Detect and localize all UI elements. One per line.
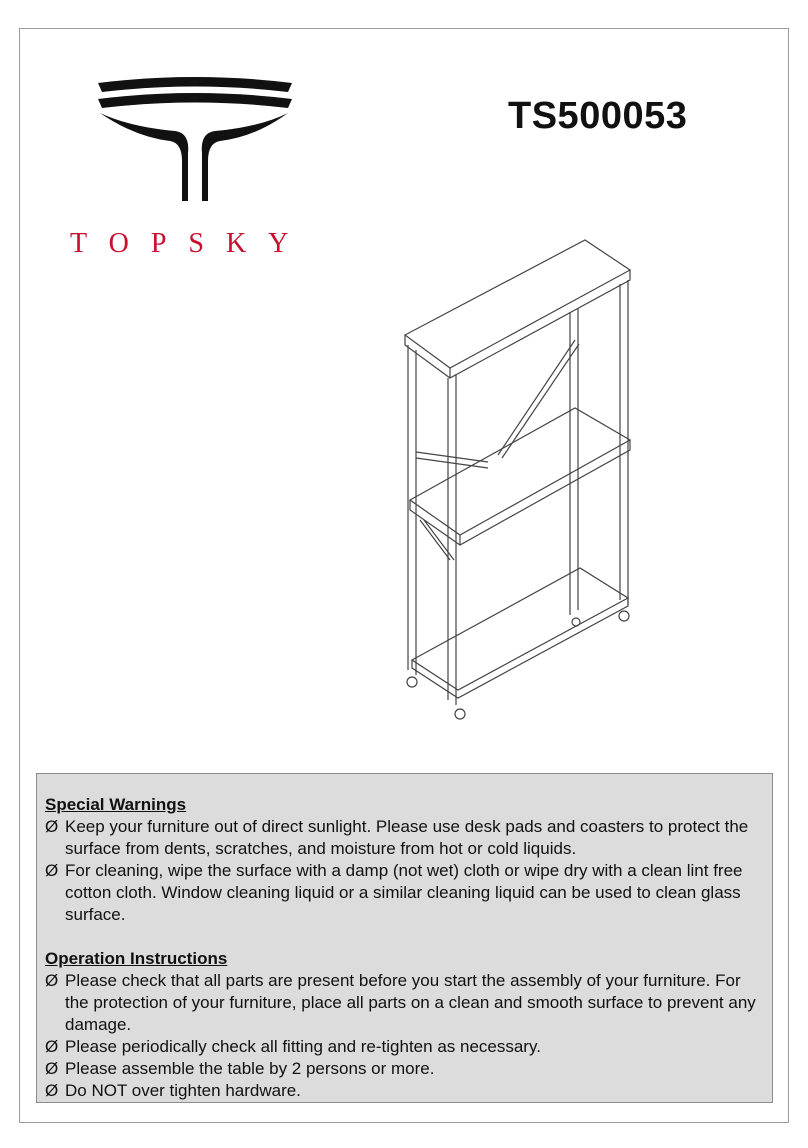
list-item (45, 816, 762, 860)
warning-text: Keep your furniture out of direct sunlight. Please use desk pads and coasters to protect the surface from dents, scratches, and moisture from hot or cold liquids. (65, 817, 749, 858)
list-item (45, 1036, 762, 1058)
instruction-text: Do NOT over tighten hardware. (65, 1081, 301, 1100)
bullet-icon: Ø (45, 1059, 59, 1078)
list-item (45, 1080, 762, 1102)
list-item (45, 970, 762, 1036)
special-warnings-heading: Special Warnings (45, 795, 187, 814)
special-warnings-section (45, 794, 762, 926)
list-item (45, 860, 762, 926)
operation-instructions-section (45, 948, 762, 1102)
operation-instructions-heading: Operation Instructions (45, 949, 228, 968)
instruction-text: Please assemble the table by 2 persons or more. (65, 1059, 435, 1078)
instruction-text: Please check that all parts are present before you start the assembly of your furniture. For the protection of your furniture, place all parts on a clean and smooth surface to prevent any damage. (65, 971, 756, 1034)
bullet-icon: Ø (45, 971, 59, 990)
list-item (45, 1058, 762, 1080)
bullet-icon: Ø (45, 1037, 59, 1056)
instructions-list (45, 970, 762, 1102)
bookshelf-illustration (380, 230, 660, 730)
warning-text: For cleaning, wipe the surface with a damp (not wet) cloth or wipe dry with a clean lint free cotton cloth. Window cleaning liquid or a similar cleaning liquid can be used to clean glass surface. (65, 861, 743, 924)
warnings-list (45, 816, 762, 926)
bullet-icon: Ø (45, 817, 59, 836)
instruction-text: Please periodically check all fitting and re-tighten as necessary. (65, 1037, 541, 1056)
notes-panel (36, 773, 773, 1103)
model-number: TS500053 (508, 95, 688, 137)
bullet-icon: Ø (45, 1081, 59, 1100)
brand-wordmark: TOPSKY (70, 228, 311, 259)
bullet-icon: Ø (45, 861, 59, 880)
